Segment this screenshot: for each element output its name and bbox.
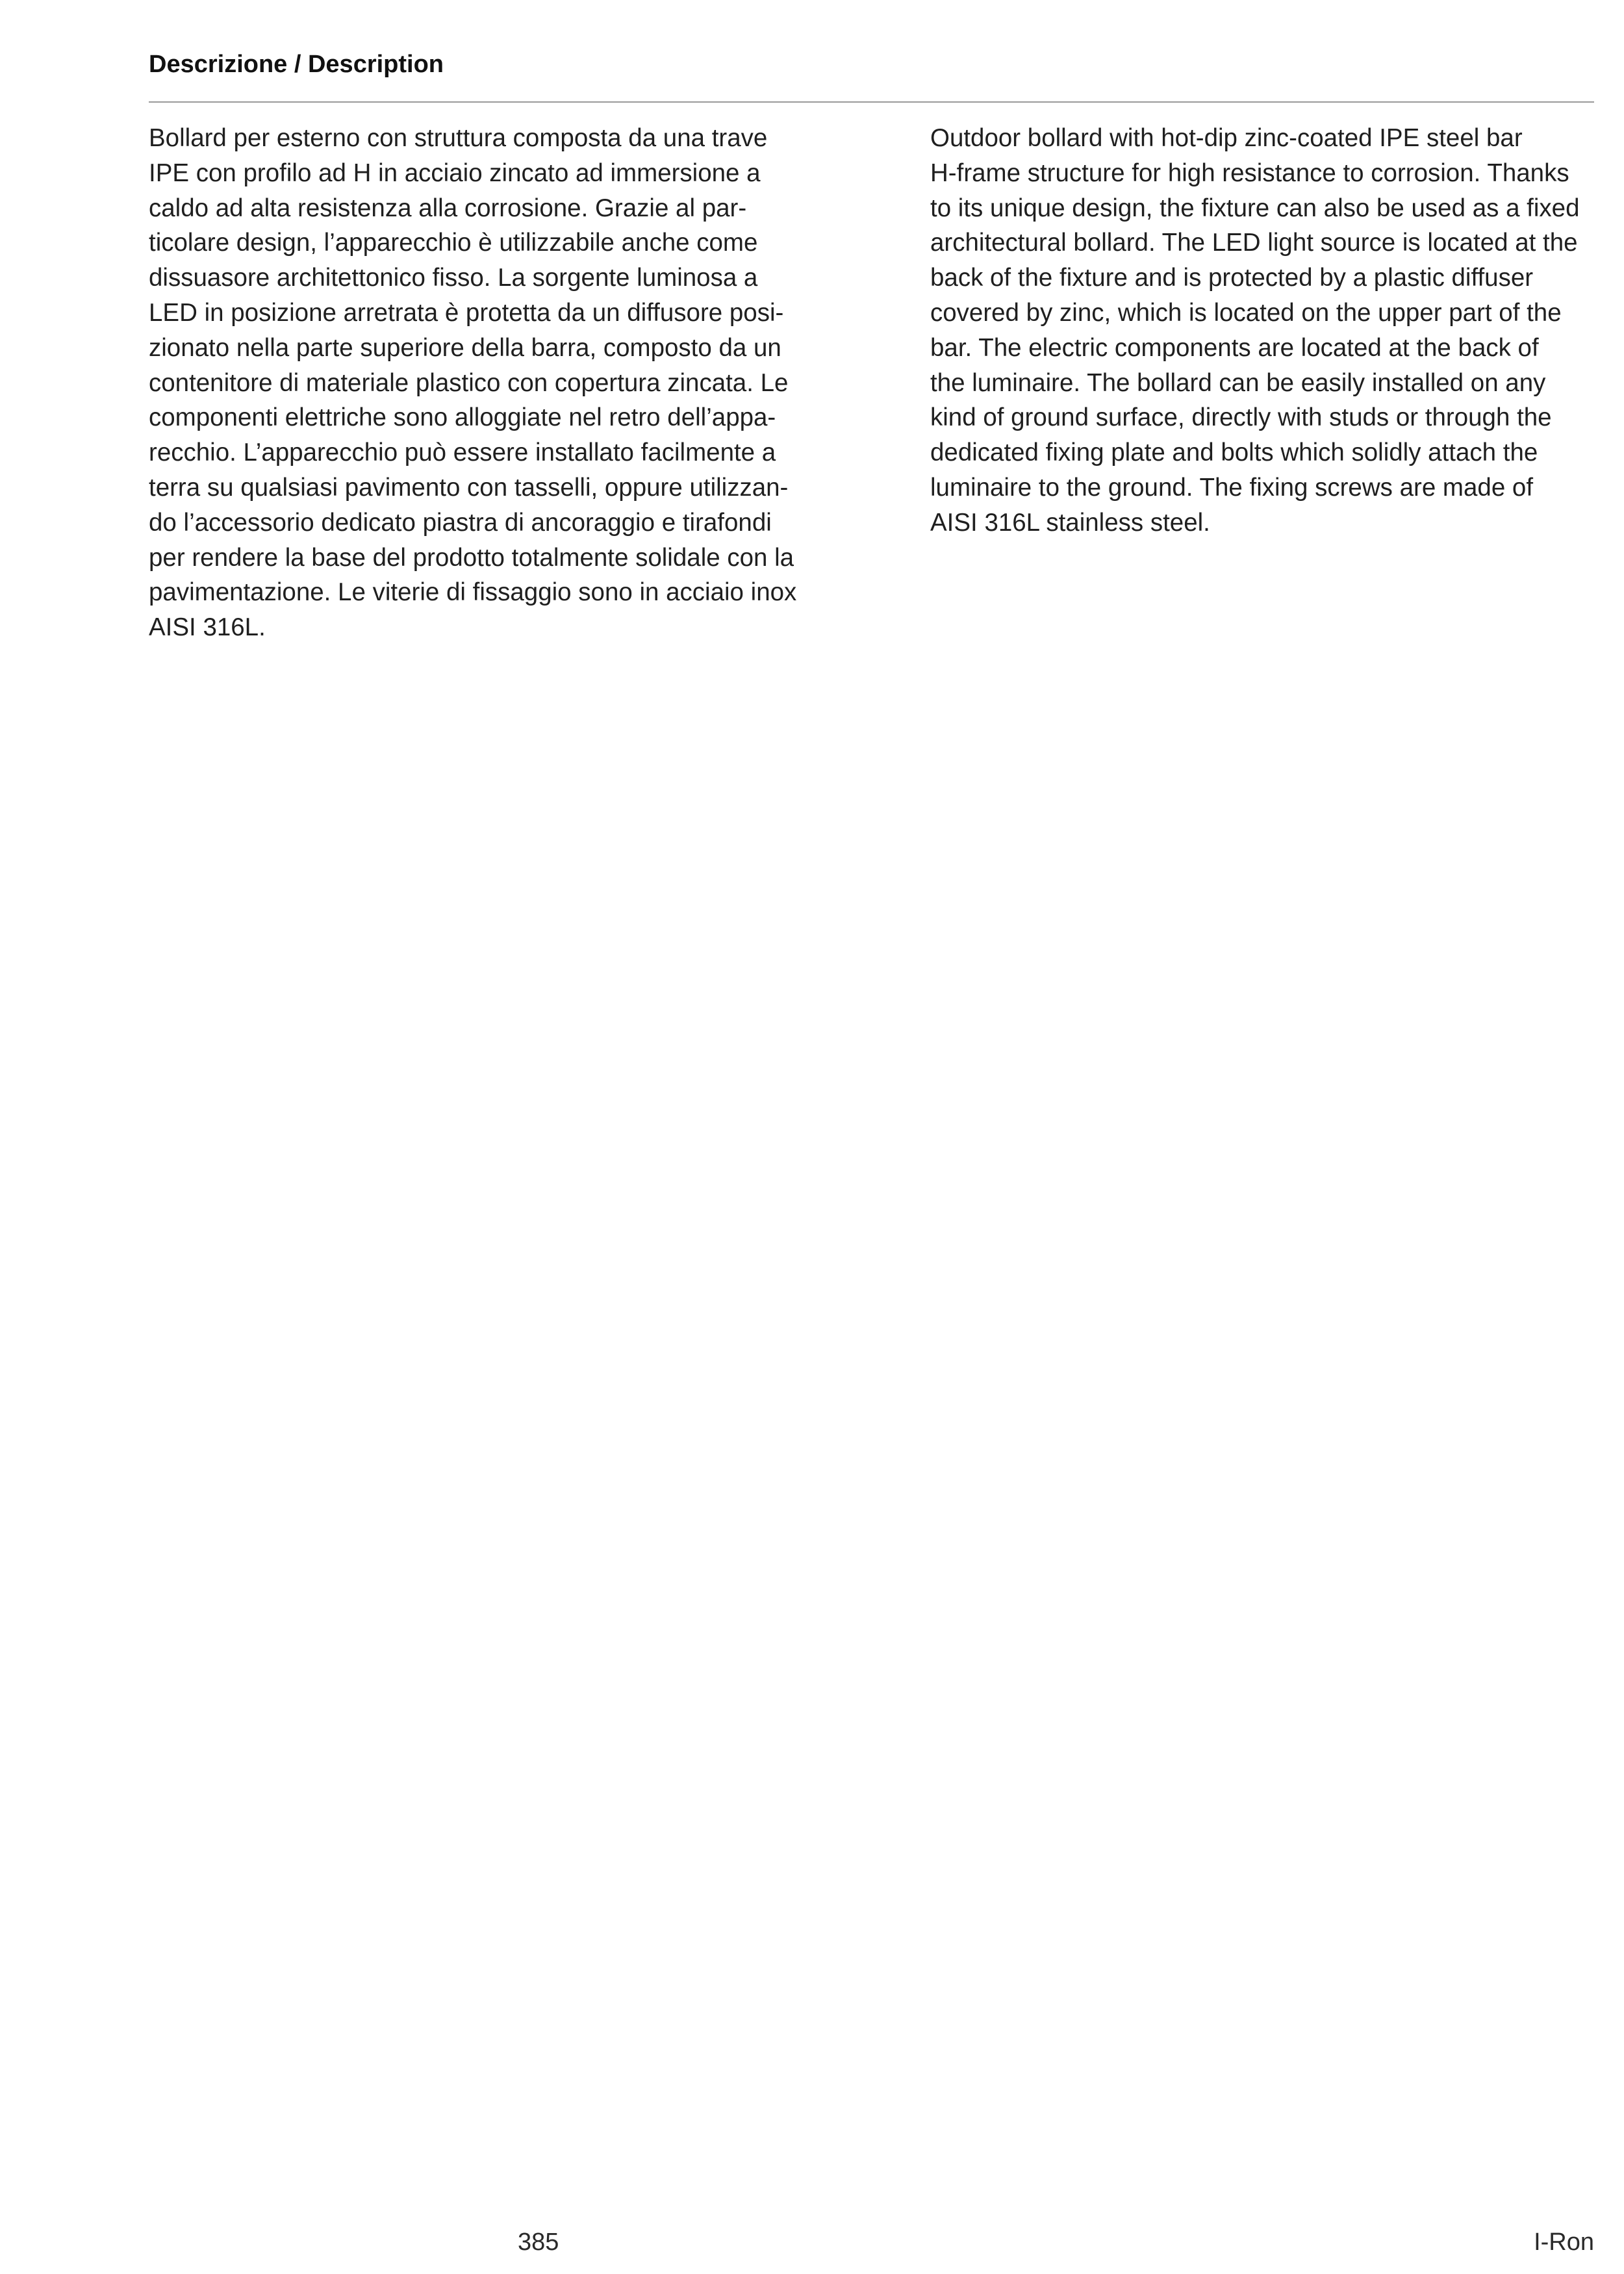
section-heading: Descrizione / Description [149, 51, 444, 78]
product-name: I-Ron [1534, 2229, 1594, 2256]
heading-divider [149, 101, 1594, 103]
page-number: 385 [518, 2229, 559, 2256]
description-english: Outdoor bollard with hot-dip zinc-coated IPE steel bar H-frame structure for high resistance to corrosion. Thanks to its unique design, the fixture can also be used as a fixed architectural bollard. The LED light source is located at the back of the fixture and is protected by a plastic diffuser covered by zinc, which is located on the upper part of the bar. The electric components are located at the back of the luminaire. The bollard can be easily installed on any kind of ground surface, directly with studs or through the dedicated fixing plate and bolts which solidly attach the luminaire to the ground. The fixing screws are made of AISI 316L stainless steel. [930, 124, 1580, 537]
description-italian: Bollard per esterno con struttura composta da una trave IPE con profilo ad H in acciaio zincato ad immersione a caldo ad alta resistenza alla corrosione. Grazie al par- ticolare design, l’apparecchio è utilizzabile anche come dissuasore architettonico fisso. La sorgente luminosa a LED in posizione arretrata è protetta da un diffusore posi- zionato nella parte superiore della barra, composto da un contenitore di materiale plastico con copertura zincata. Le componenti elettriche sono alloggiate nel retro dell’appa- recchio. L’apparecchio può essere installato facilmente a terra su qualsiasi pavimento con tasselli, oppure utilizzan- do l’accessorio dedicato piastra di ancoraggio e tirafondi per rendere la base del prodotto totalmente solidale con la pavimentazione. Le viterie di fissaggio sono in acciaio inox AISI 316L. [149, 124, 797, 642]
